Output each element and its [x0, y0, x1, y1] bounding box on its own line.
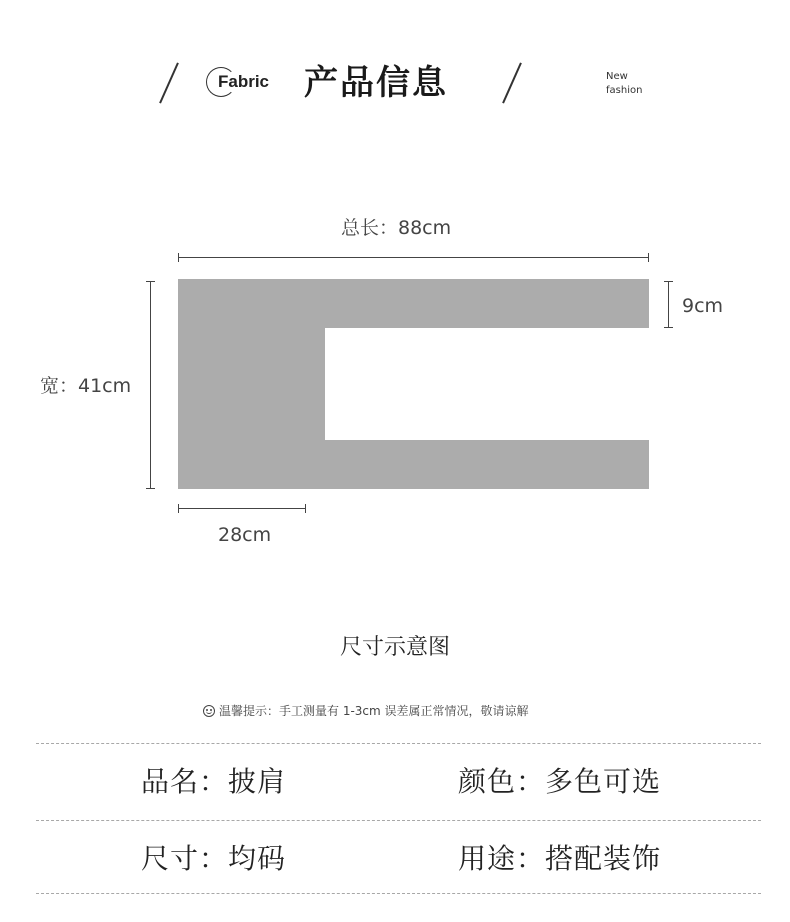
- smile-icon: [203, 705, 215, 717]
- decor-slash-left: [159, 62, 179, 103]
- fabric-label: Fabric: [218, 72, 270, 91]
- band-height-tick-bottom: [664, 327, 673, 328]
- divider-middle: [36, 820, 761, 821]
- width-tick-top: [146, 281, 155, 282]
- divider-bottom: [36, 893, 761, 894]
- shape-bottom-band: [178, 440, 649, 489]
- section-width-tick-right: [305, 504, 306, 513]
- total-length-tick-right: [648, 253, 649, 262]
- width-line: [150, 281, 151, 489]
- spec-size: 尺寸：均码: [141, 842, 287, 875]
- page-title: 产品信息: [304, 63, 448, 103]
- total-length-line: [178, 257, 649, 258]
- diagram-caption: 尺寸示意图: [339, 635, 450, 660]
- total-length-label: 总长：88cm: [341, 217, 452, 239]
- band-height-tick-top: [664, 281, 673, 282]
- divider-top: [36, 743, 761, 744]
- tip-text: 温馨提示：手工测量有 1-3cm 误差属正常情况，敬请谅解: [219, 704, 529, 718]
- total-length-tick-left: [178, 253, 179, 262]
- width-label: 宽：41cm: [40, 375, 132, 397]
- tagline-line1: New: [606, 71, 628, 82]
- measurement-tip: [203, 702, 529, 720]
- band-height-label: 9cm: [682, 295, 724, 317]
- tagline: [606, 70, 642, 98]
- decor-slash-right: [502, 62, 522, 103]
- section-width-label: 28cm: [218, 524, 272, 546]
- spec-color: 颜色：多色可选: [458, 765, 662, 798]
- width-tick-bottom: [146, 488, 155, 489]
- section-width-line: [178, 508, 306, 509]
- spec-name: 品名：披肩: [141, 765, 287, 798]
- band-height-line: [668, 281, 669, 328]
- spec-usage: 用途：搭配装饰: [458, 842, 662, 875]
- tagline-line2: fashion: [606, 85, 643, 96]
- section-width-tick-left: [178, 504, 179, 513]
